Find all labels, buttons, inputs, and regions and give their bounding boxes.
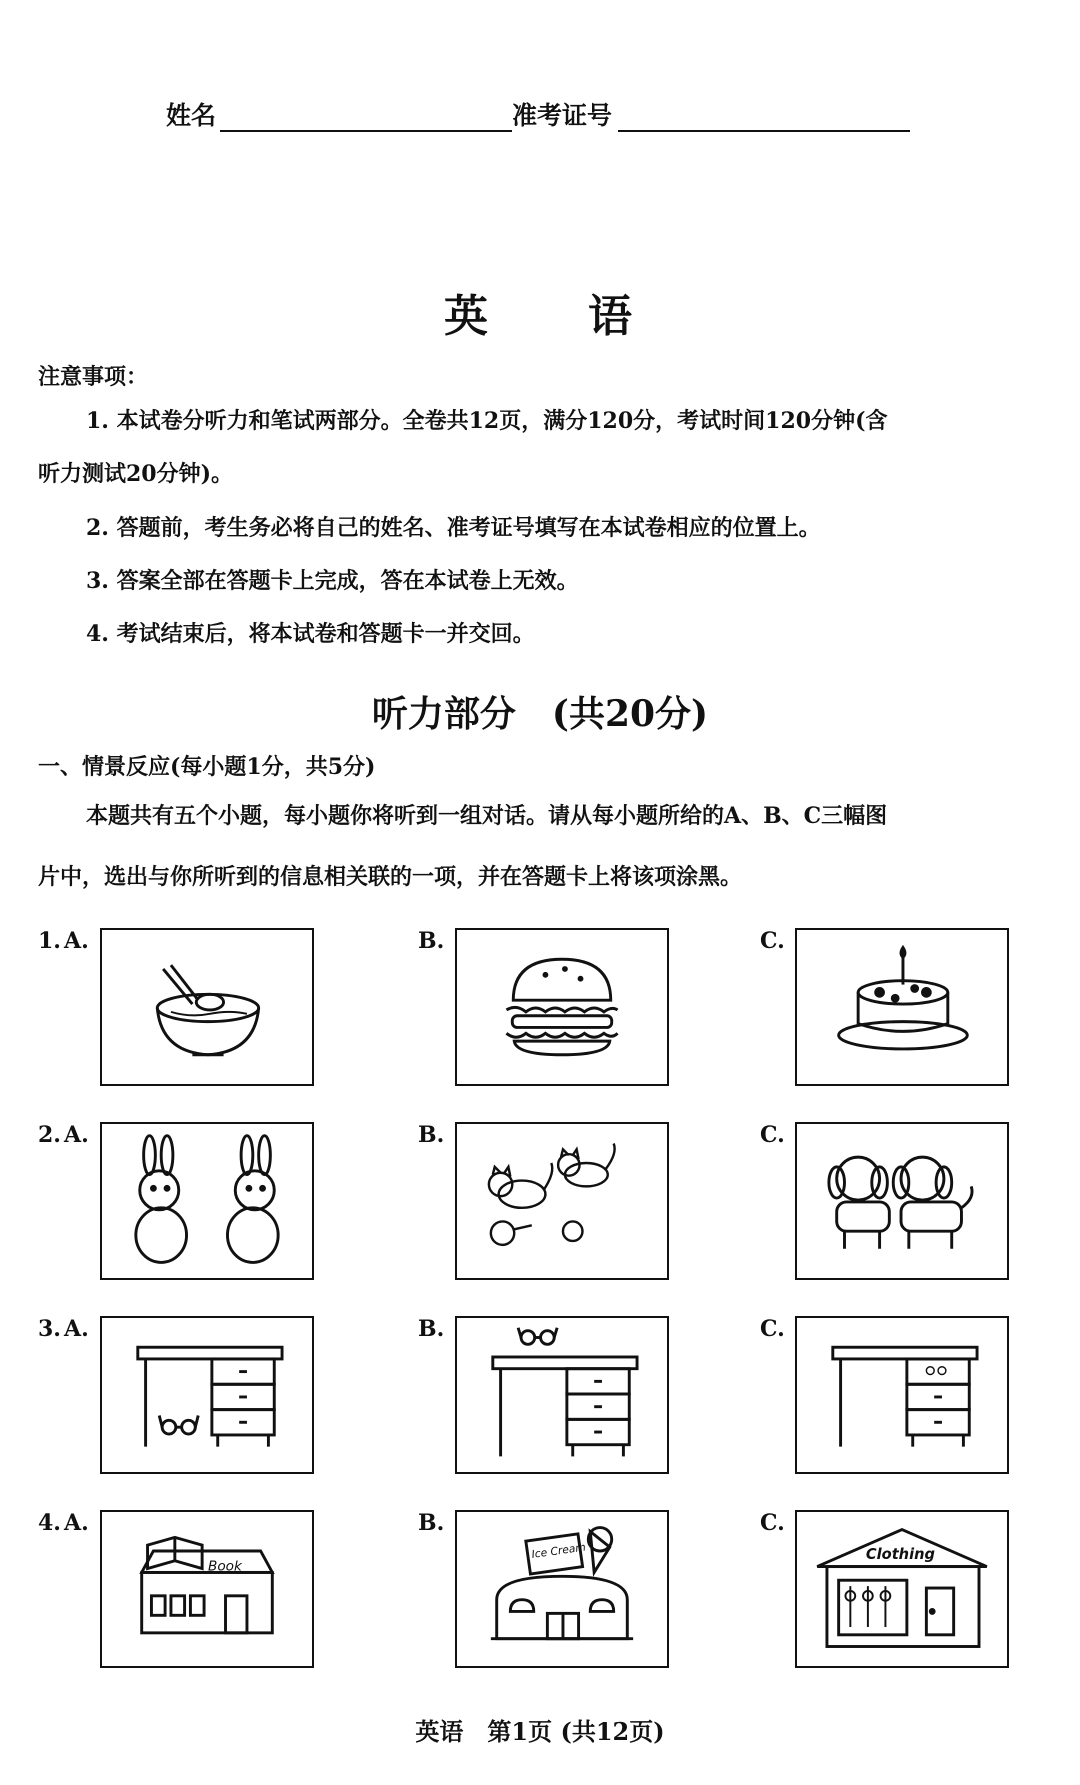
question-number: 4.: [38, 1510, 61, 1536]
option-letter: B.: [418, 1316, 445, 1342]
bookstore-icon: [102, 1512, 312, 1666]
kittens-icon: [457, 1124, 667, 1278]
bookstore-sign-text: Book: [207, 1558, 242, 1575]
option-letter: C.: [760, 1316, 785, 1342]
birthday-cake-icon: [797, 930, 1007, 1084]
desk-glasses-under-icon: [102, 1318, 312, 1472]
option-letter: C.: [760, 1122, 785, 1148]
option-picture[interactable]: [100, 1510, 314, 1668]
option-letter: A.: [64, 1316, 89, 1342]
option-picture[interactable]: [455, 1316, 669, 1474]
name-label: 姓名: [166, 101, 217, 130]
hamburger-icon: [457, 930, 667, 1084]
page-title: 英 语: [444, 291, 636, 342]
ice-cream-sign-text: Ice Cream: [530, 1540, 587, 1561]
exam-id-field-line[interactable]: [618, 130, 910, 132]
option-picture[interactable]: [795, 928, 1009, 1086]
option-picture[interactable]: [795, 1510, 1009, 1668]
exam-id-label: 准考证号: [512, 101, 613, 130]
question-number: 3.: [38, 1316, 61, 1342]
ice-cream-shop-icon: [457, 1512, 667, 1666]
option-letter: A.: [64, 1122, 89, 1148]
puppies-icon: [797, 1124, 1007, 1278]
note-item: 1. 本试卷分听力和笔试两部分。全卷共12页，满分120分，考试时间120分钟(含: [86, 408, 888, 434]
option-letter: A.: [64, 928, 89, 954]
desk-glasses-in-drawer-icon: [797, 1318, 1007, 1472]
question-number: 2.: [38, 1122, 61, 1148]
option-picture[interactable]: [100, 1316, 314, 1474]
note-item: 听力测试20分钟)。: [38, 461, 234, 487]
option-picture[interactable]: [455, 1510, 669, 1668]
question-number: 1.: [38, 928, 61, 954]
option-picture[interactable]: [100, 928, 314, 1086]
note-item: 3. 答案全部在答题卡上完成，答在本试卷上无效。: [86, 568, 579, 594]
name-field-line[interactable]: [220, 130, 512, 132]
option-picture[interactable]: [455, 1122, 669, 1280]
option-letter: B.: [418, 928, 445, 954]
instruction-line: 片中，选出与你所听到的信息相关联的一项，并在答题卡上将该项涂黑。: [38, 864, 743, 890]
section1-heading: 一、情景反应(每小题1分，共5分): [38, 754, 376, 780]
option-letter: C.: [760, 928, 785, 954]
clothing-sign-text: Clothing: [865, 1545, 935, 1563]
clothing-store-icon: [797, 1512, 1007, 1666]
option-letter: B.: [418, 1510, 445, 1536]
option-picture[interactable]: [455, 928, 669, 1086]
option-letter: A.: [64, 1510, 89, 1536]
noodle-bowl-icon: [102, 930, 312, 1084]
option-picture[interactable]: [100, 1122, 314, 1280]
desk-glasses-on-icon: [457, 1318, 667, 1472]
note-item: 2. 答题前，考生务必将自己的姓名、准考证号填写在本试卷相应的位置上。: [86, 515, 821, 541]
option-letter: C.: [760, 1510, 785, 1536]
note-item: 4. 考试结束后，将本试卷和答题卡一并交回。: [86, 621, 535, 647]
option-picture[interactable]: [795, 1316, 1009, 1474]
rabbits-icon: [102, 1124, 312, 1278]
page-footer: 英语 第1页 (共12页): [415, 1717, 665, 1746]
option-letter: B.: [418, 1122, 445, 1148]
instruction-line: 本题共有五个小题，每小题你将听到一组对话。请从每小题所给的A、B、C三幅图: [86, 803, 888, 829]
listening-section-title: 听力部分 (共20分): [371, 693, 709, 735]
notes-heading: 注意事项：: [38, 364, 149, 390]
option-picture[interactable]: [795, 1122, 1009, 1280]
